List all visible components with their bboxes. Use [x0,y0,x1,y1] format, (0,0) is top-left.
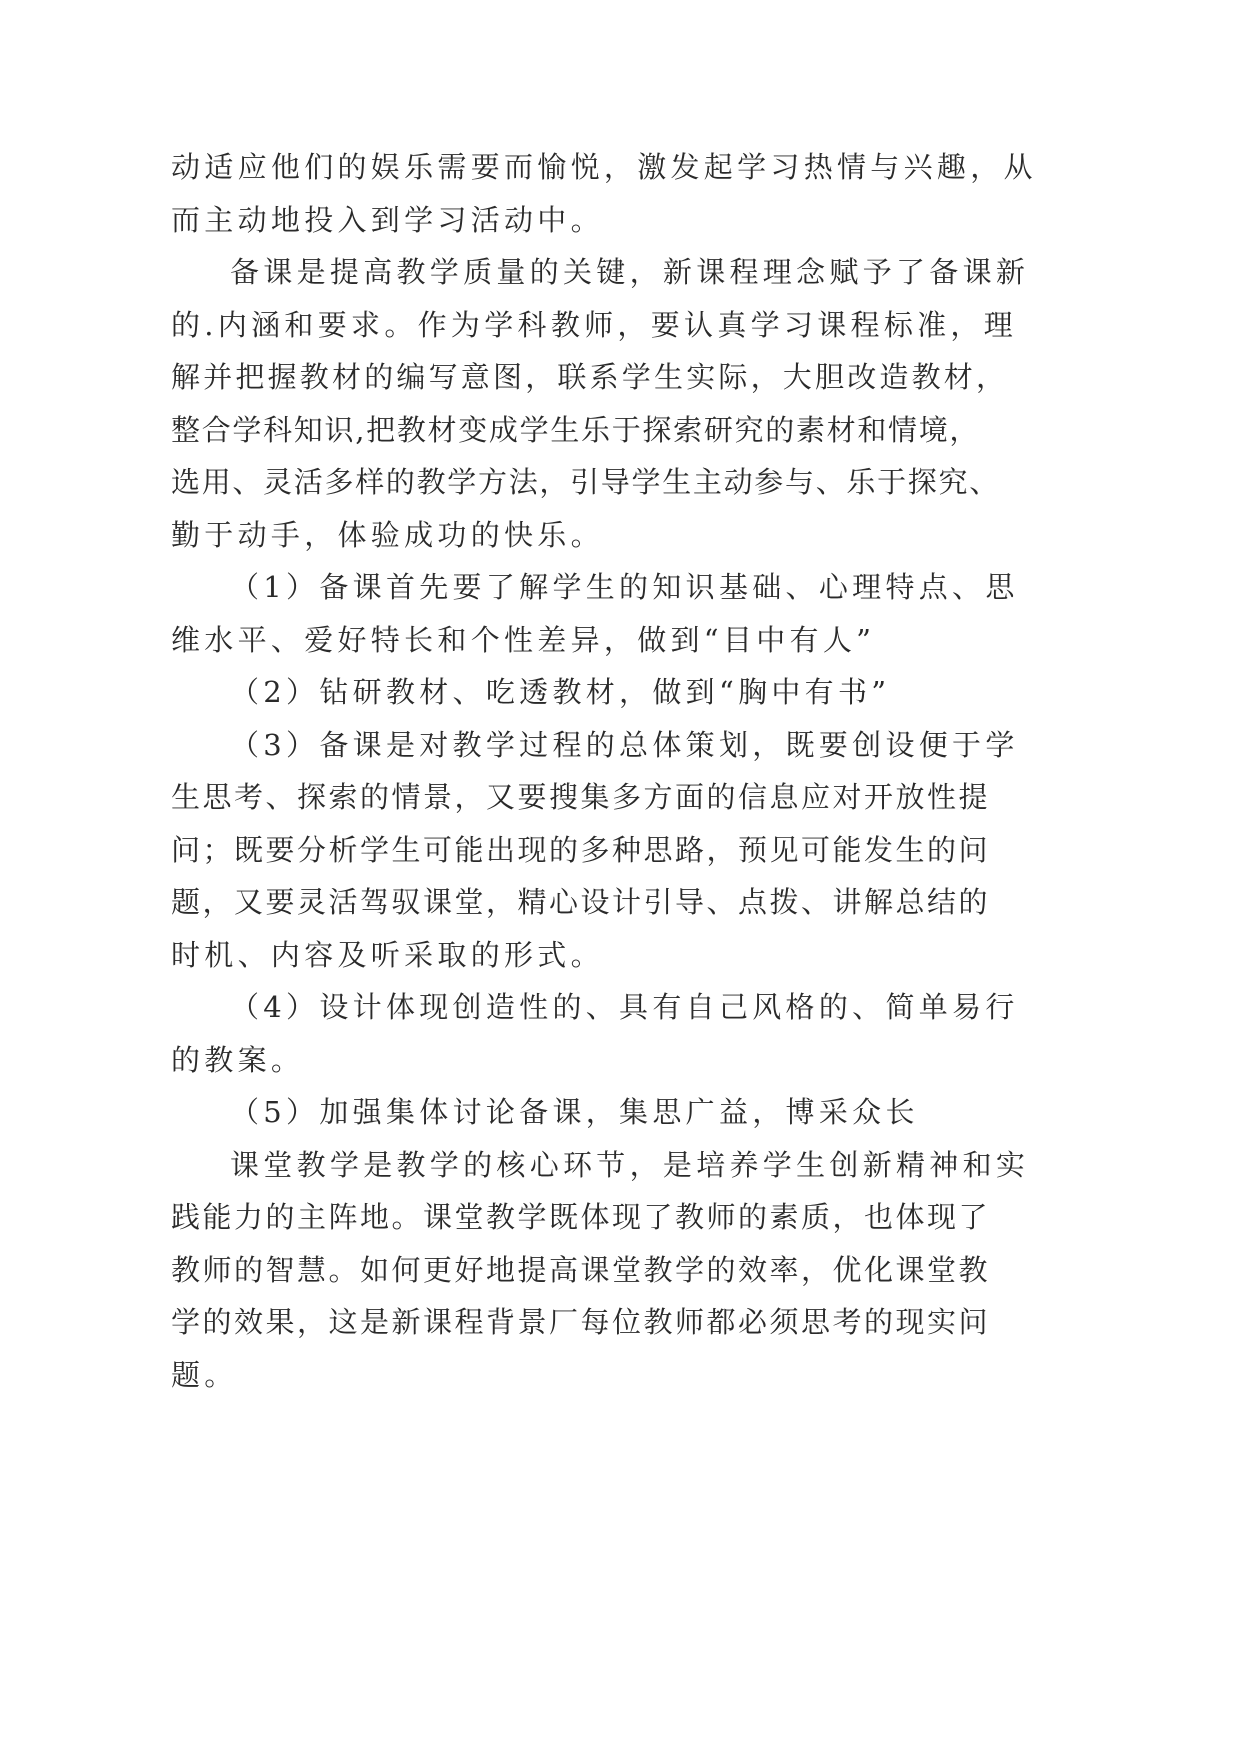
text-line: 题。 [171,1358,238,1392]
list-item-3: （3）备课是对教学过程的总体策划，既要创设便于学 [230,728,1019,762]
text-line: 勤于动手，体验成功的快乐。 [171,518,604,552]
text-line: 而主动地投入到学习活动中。 [171,203,604,237]
text-line: 问；既要分析学生可能出现的多种思路，预见可能发生的问 [171,833,991,867]
text-line: 整合学科知识,把教材变成学生乐于探索研究的素材和情境， [171,413,981,447]
text-line: 选用、灵活多样的教学方法，引导学生主动参与、乐于探究、 [171,465,1000,499]
text-line: 教师的智慧。如何更好地提高课堂教学的效率，优化课堂教 [171,1253,991,1287]
list-item-2: （2）钻研教材、吃透教材，做到“胸中有书” [230,675,891,709]
text-line: 的教案。 [171,1043,305,1077]
text-line: 维水平、爱好特长和个性差异，做到“目中有人” [171,623,876,657]
text-line: 题，又要灵活驾驭课堂，精心设计引导、点拨、讲解总结的 [171,885,991,919]
text-line: 生思考、探索的情景，又要搜集多方面的信息应对开放性提 [171,780,991,814]
text-line: 课堂教学是教学的核心环节，是培养学生创新精神和实 [230,1148,1030,1182]
text-line: 时机、内容及听采取的形式。 [171,938,604,972]
text-line: 践能力的主阵地。课堂教学既体现了教师的素质，也体现了 [171,1200,991,1234]
text-line: 学的效果，这是新课程背景厂每位教师都必须思考的现实问 [171,1305,991,1339]
list-item-4: （4）设计体现创造性的、具有自己风格的、简单易行 [230,990,1019,1024]
text-line: 备课是提高教学质量的关键，新课程理念赋予了备课新 [230,255,1030,289]
list-item-5: （5）加强集体讨论备课，集思广益，博采众长 [230,1095,919,1129]
list-item-1: （1）备课首先要了解学生的知识基础、心理特点、思 [230,570,1019,604]
text-line: 的.内涵和要求。作为学科教师，要认真学习课程标准，理 [171,308,1018,342]
text-line: 解并把握教材的编写意图，联系学生实际，大胆改造教材， [171,360,1009,394]
text-line: 动适应他们的娱乐需要而愉悦，激发起学习热情与兴趣，从 [171,150,1037,184]
